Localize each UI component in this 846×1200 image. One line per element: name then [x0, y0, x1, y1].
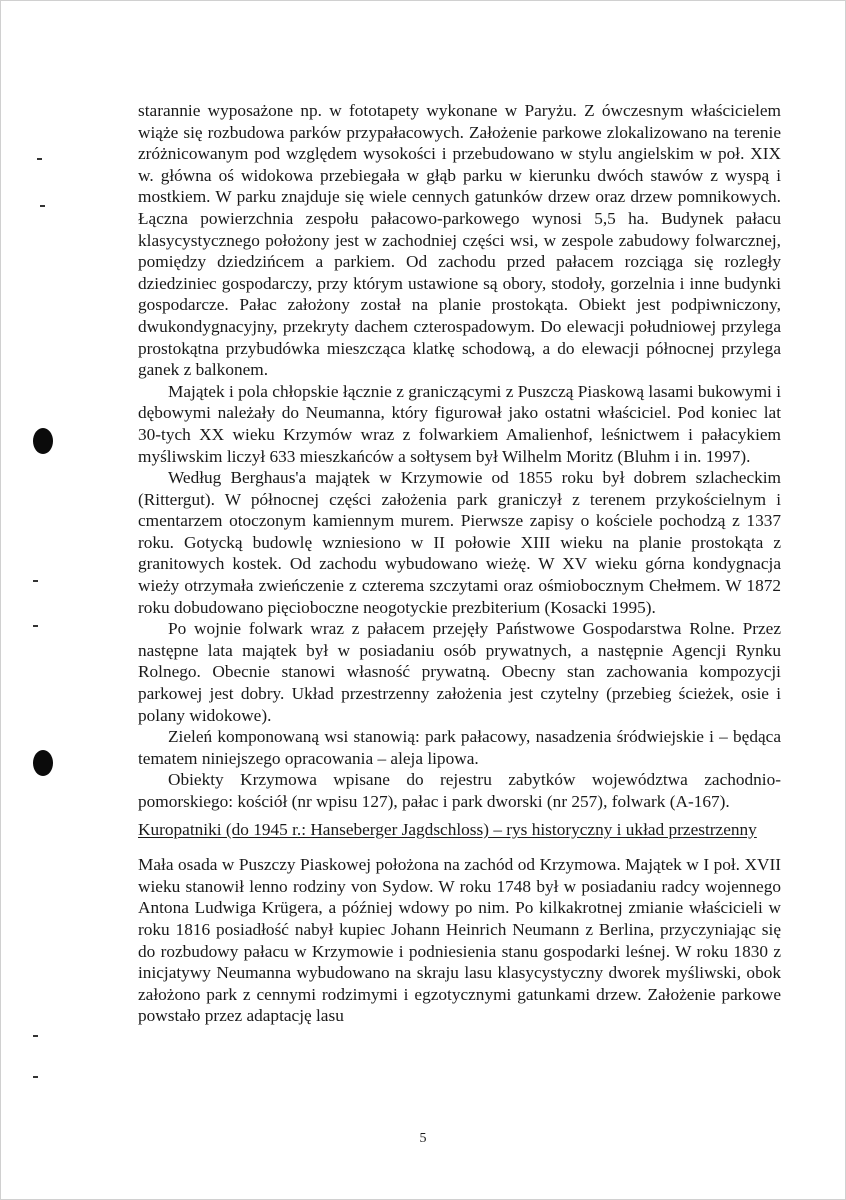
paragraph: Mała osada w Puszczy Piaskowej położona na zachód od Krzymowa. Majątek w I poł. XVII wieku stanowił lenno rodziny von Sydow. W roku 1748 był w posiadaniu radcy wojennego Antona Ludwiga Krügera, a później wdowy po nim. Po kilkakrotnej zmianie właścicieli w roku 1816 posiadłość nabył kupiec Johann Heinrich Neumann z Berlina, przyczyniając się do rozbudowy pałacu w Krzymowie i podniesienia stanu gospodarki leśnej. W roku 1830 z inicjatywy Neumanna wybudowano na skraju lasu klasycystyczny dworek myśliwski, obok założono park z cennymi rodzimymi i egzotycznymi gatunkami drzew. Założenie parkowe powstało przez adaptację lasu	[138, 855, 781, 1026]
margin-mark	[33, 625, 38, 627]
margin-mark	[40, 205, 45, 207]
paragraph: Zieleń komponowaną wsi stanowią: park pałacowy, nasadzenia śródwiejskie i – będąca tematem niniejszego opracowania – aleja lipowa.	[138, 727, 781, 768]
paragraph: Majątek i pola chłopskie łącznie z graniczącymi z Puszczą Piaskową lasami bukowymi i dębowymi należały do Neumanna, który figurował jako ostatni właściciel. Pod koniec lat 30-tych XX wieku Krzymów wraz z folwarkiem Amalienhof, leśnictwem i pałacykiem myśliwskim liczył 633 mieszkańców a sołtysem był Wilhelm Moritz (Bluhm i in. 1997).	[138, 381, 781, 466]
document-body	[138, 100, 781, 1027]
paragraph: Według Berghaus'a majątek w Krzymowie od 1855 roku był dobrem szlacheckim (Rittergut). W północnej części założenia park graniczył z terenem przykościelnym i cmentarzem otoczonym kamiennym murem. Pierwsze zapisy o kościele pochodzą z 1337 roku. Gotycką budowlę wzniesiono w II połowie XIII wieku na planie prostokąta z granitowych kostek. Od zachodu wybudowano wieżę. W XV wieku górna kondygnacja wieży otrzymała zwieńczenie z czterema szczytami oraz ośmiobocznym Chełmem. W 1872 roku dobudowano pięcioboczne neogotyckie prezbiterium (Kosacki 1995).	[138, 468, 781, 617]
section-heading: Kuropatniki (do 1945 r.: Hanseberger Jagdschloss) – rys historyczny i układ przestrzenny	[138, 819, 757, 839]
paragraph: starannie wyposażone np. w fototapety wykonane w Paryżu. Z ówczesnym właścicielem wiąże się rozbudowa parków przypałacowych. Założenie parkowe zlokalizowano na terenie zróżnicowanym pod względem wysokości i przebudowano w stylu angielskim w poł. XIX w. główna oś widokowa przebiegała w głąb parku w kierunku dwóch stawów z wyspą i mostkiem. W parku znajduje się wiele cennych gatunków drzew oraz drzew pomnikowych. Łączna powierzchnia zespołu pałacowo-parkowego wynosi 5,5 ha. Budynek pałacu klasycystycznego położony jest w zachodniej części wsi, w zespole zabudowy folwarcznej, pomiędzy dziedzińcem a parkiem. Od zachodu przed pałacem rozciąga się rozległy dziedziniec gospodarczy, przy którym ustawione są obory, stodoły, gorzelnia i inne budynki gospodarcze. Pałac założony został na planie prostokąta. Obiekt jest podpiwniczony, dwukondygnacyjny, przekryty dachem czterospadowym. Do elewacji południowej przylega prostokątna przybudówka mieszcząca klatkę schodową, a do elewacji północnej przylega ganek z balkonem.	[138, 101, 781, 380]
page-number: 5	[419, 1131, 427, 1146]
paragraph: Obiekty Krzymowa wpisane do rejestru zabytków województwa zachodnio-pomorskiego: kościół (nr wpisu 127), pałac i park dworski (nr 257), folwark (A-167).	[138, 770, 781, 811]
paragraph: Po wojnie folwark wraz z pałacem przejęły Państwowe Gospodarstwa Rolne. Przez następne lata majątek był w posiadaniu osób prywatnych, a następnie Agencji Rynku Rolnego. Obecnie stanowi własność prywatną. Obecny stan zachowania kompozycji parkowej jest dobry. Układ przestrzenny założenia jest czytelny (przebieg ścieżek, osie i polany widokowe).	[138, 619, 781, 725]
margin-mark	[33, 1076, 38, 1078]
binder-hole	[33, 750, 53, 776]
binder-hole	[33, 428, 53, 454]
margin-mark	[33, 580, 38, 582]
margin-mark	[37, 158, 42, 160]
margin-mark	[33, 1035, 38, 1037]
